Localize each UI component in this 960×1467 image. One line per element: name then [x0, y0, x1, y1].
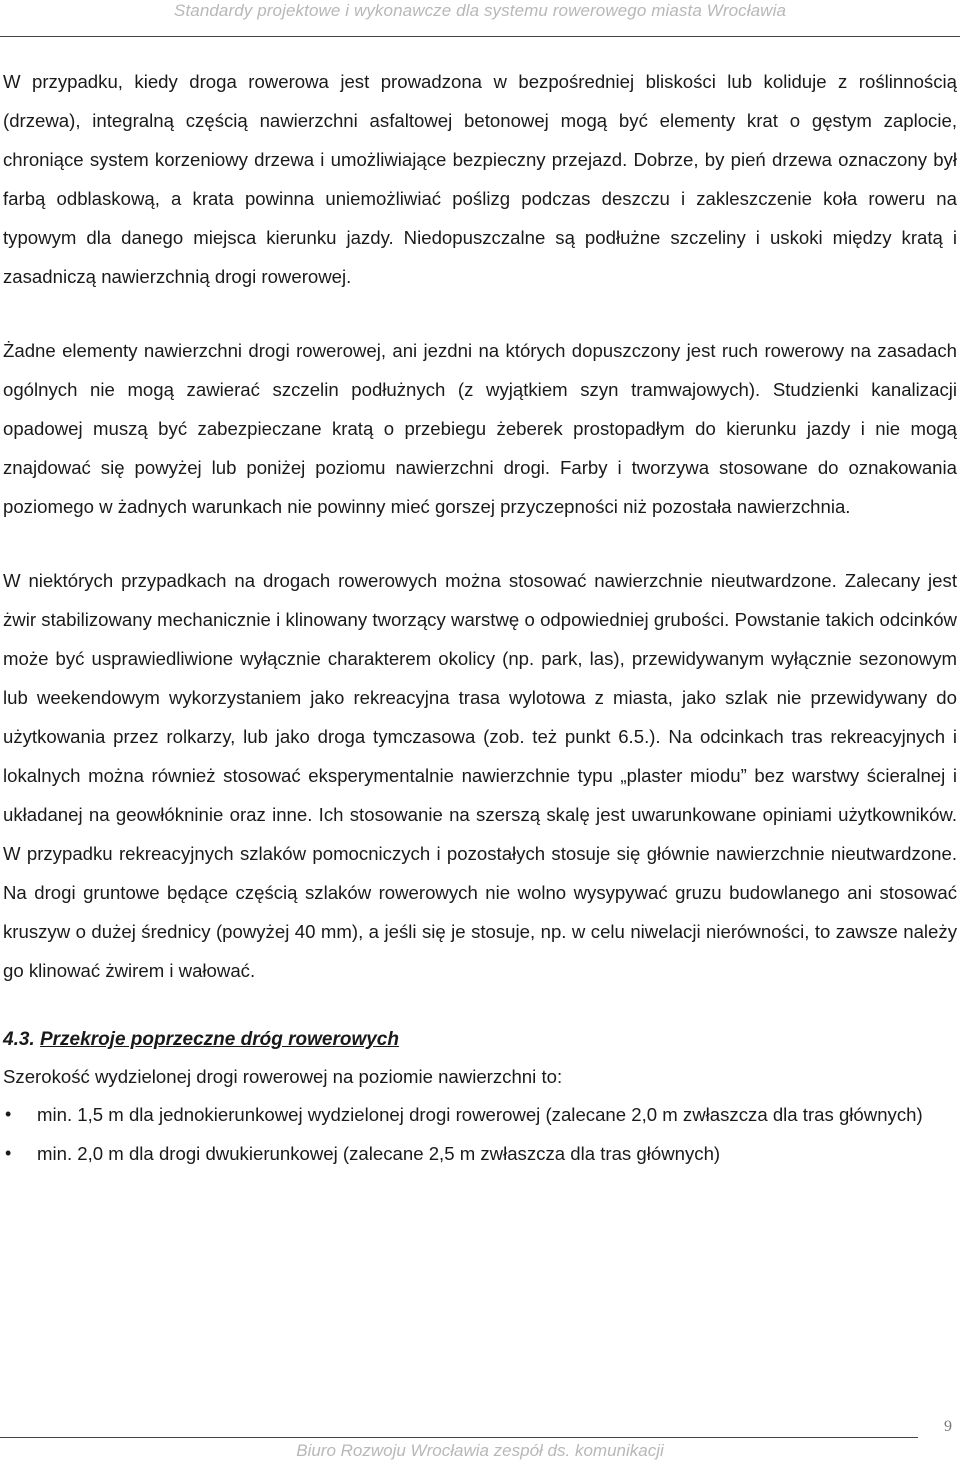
- width-list: [3, 1095, 957, 1173]
- document-body: [3, 62, 957, 1173]
- section-number: 4.3.: [3, 1029, 35, 1050]
- list-item-text: min. 2,0 m dla drogi dwukierunkowej (zalecane 2,5 m zwłaszcza dla tras głównych): [37, 1143, 721, 1164]
- bullet-icon: •: [5, 1143, 12, 1163]
- list-item: [3, 1134, 957, 1173]
- header-divider: [0, 36, 960, 37]
- list-item-text: min. 1,5 m dla jednokierunkowej wydzielonej drogi rowerowej (zalecane 2,0 m zwłaszcza dla tras głównych): [37, 1104, 923, 1125]
- section-title: Przekroje poprzeczne dróg rowerowych: [39, 1029, 399, 1050]
- page-number: 9: [944, 1418, 952, 1435]
- paragraph-unpaved-surfaces: W niektórych przypadkach na drogach rowerowych można stosować nawierzchnie nieutwardzone. Zalecany jest żwir stabilizowany mechanicznie i klinowany tworzący warstwę o odpowiedniej grubości. Powstanie takich odcinków może być usprawiedliwione wyłącznie charakterem okolicy (np. park, las), przewidywanym wyłącznie sezonowym lub weekendowym wykorzystaniem jako rekreacyjna trasa wylotowa z miasta, jako szlak nie przewidywany do użytkowania przez rolkarzy, lub jako droga tymczasowa (zob. też punkt 6.5.). Na odcinkach tras rekreacyjnych i lokalnych można również stosować eksperymentalnie nawierzchnie typu „plaster miodu” bez warstwy ścieralnej i układanej na geowłókninie oraz inne. Ich stosowanie na szerszą skalę jest uwarunkowane opiniami użytkowników. W przypadku rekreacyjnych szlaków pomocniczych i pozostałych stosuje się głównie nawierzchnie nieutwardzone. Na drogi gruntowe będące częścią szlaków rowerowych nie wolno wysypywać gruzu budowlanego ani stosować kruszyw o dużej średnicy (powyżej 40 mm), a jeśli się je stosuje, np. w celu niwelacji nierówności, to zawsze należy go klinować żwirem i wałować.: [3, 570, 957, 981]
- footer-text: Biuro Rozwoju Wrocławia zespół ds. komunikacji: [296, 1441, 664, 1460]
- footer-divider: [0, 1437, 918, 1438]
- list-item: [3, 1095, 957, 1134]
- paragraph-tree-grates: W przypadku, kiedy droga rowerowa jest prowadzona w bezpośredniej bliskości lub koliduje z roślinnością (drzewa), integralną częścią nawierzchni asfaltowej betonowej mogą być elementy krat o gęstym zaplocie, chroniące system korzeniowy drzewa i umożliwiające bezpieczny przejazd. Dobrze, by pień drzewa oznaczony był farbą odblaskową, a krata powinna uniemożliwiać poślizg podczas deszczu i zakleszczenie koła roweru na typowym dla danego miejsca kierunku jazdy. Niedopuszczalne są podłużne szczeliny i uskoki między kratą i zasadniczą nawierzchnią drogi rowerowej.: [3, 71, 957, 287]
- page-header: [0, 0, 960, 38]
- bullet-icon: •: [5, 1104, 12, 1124]
- section-heading: [3, 1025, 957, 1055]
- paragraph-surface-gaps: Żadne elementy nawierzchni drogi rowerowej, ani jezdni na których dopuszczony jest ruch rowerowy na zasadach ogólnych nie mogą zawierać szczelin podłużnych (z wyjątkiem szyn tramwajowych). Studzienki kanalizacji opadowej muszą być zabezpieczane kratą o przebiegu żeberek prostopadłym do kierunku jazdy i nie mogą znajdować się powyżej lub poniżej poziomu nawierzchni drogi. Farby i tworzywa stosowane do oznakowania poziomego w żadnych warunkach nie powinny mieć gorszej przyczepności niż pozostała nawierzchnia.: [3, 340, 957, 517]
- header-title: Standardy projektowe i wykonawcze dla systemu rowerowego miasta Wrocławia: [174, 1, 786, 20]
- section-intro: Szerokość wydzielonej drogi rowerowej na poziomie nawierzchni to:: [3, 1066, 563, 1087]
